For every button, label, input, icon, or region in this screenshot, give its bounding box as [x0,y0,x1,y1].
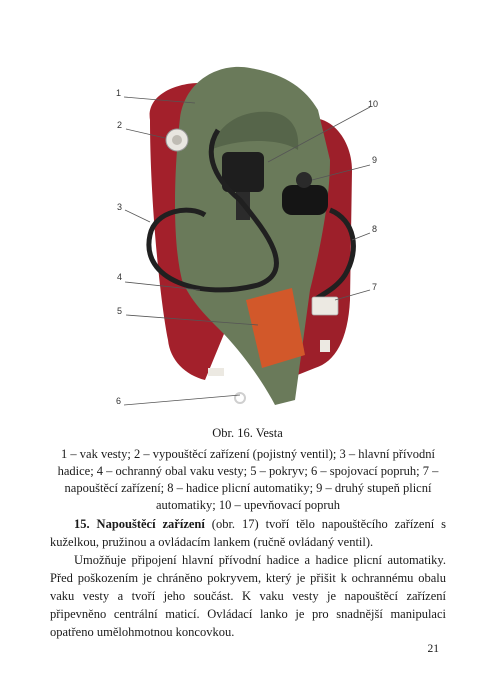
inflation-valve [312,297,338,315]
callout-8: 8 [372,224,378,234]
section-paragraph-2: Umožňuje připojení hlavní přívodní hadice a hadice plicní automatiky. Před poškozením je chráněno pokryvem, který je přišit k ochrannému obalu vaku vesty a tvoří jeho součást. K vaku vesty je napouštěcí zařízení připevněno centrální maticí. Ovládací lanko je pro snadnější manipulaci opatřeno umělohmotnou koncovkou. [50,553,446,639]
section-paragraph-1 [50,515,446,551]
callout-7: 7 [372,282,378,292]
figure-caption-title: Obr. 16. Vesta [212,426,283,440]
section-15 [50,515,446,641]
callout-9: 9 [372,155,378,165]
callout-4: 4 [117,272,123,282]
callout-3: 3 [117,202,123,212]
callout-1: 1 [116,88,122,98]
callout-2: 2 [117,120,123,130]
section-heading: 15. Napouštěcí zařízení [74,517,205,531]
callout-6: 6 [116,396,122,406]
regulator-second-stage [282,185,328,215]
callout-5: 5 [117,306,123,316]
figure-caption-legend: 1 – vak vesty; 2 – vypouštěcí zařízení (pojistný ventil); 3 – hlavní přívodní hadice; 4 – ochranný obal vaku vesty; 5 – pokryv; 6 – spojovací popruh; 7 – napouštěcí zařízení; 8 – hadice plicní automatiky; 9 – druhý stupeň plicní automatiky; 10 – upevňovací popruh [57,447,439,512]
section-paragraph-1-text: (obr. 17) tvoří tělo napouštěcího zařízení s kuželkou, pružinou a ovládacím lankem (ručně ovládaný ventil). [50,517,446,549]
callout-10: 10 [368,99,379,109]
page-number: 21 [427,643,439,655]
